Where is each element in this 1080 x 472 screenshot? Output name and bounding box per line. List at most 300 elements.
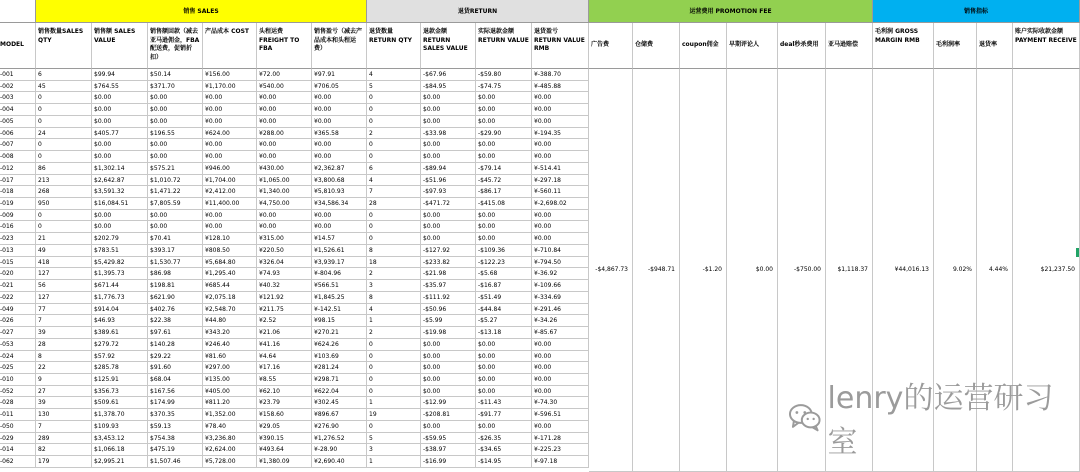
table-cell[interactable]: 127 bbox=[36, 292, 92, 304]
table-cell[interactable]: ¥-485.88 bbox=[532, 81, 589, 93]
table-cell[interactable]: 49 bbox=[36, 245, 92, 257]
table-cell[interactable]: -020 bbox=[0, 268, 36, 280]
table-cell[interactable]: ¥78.40 bbox=[203, 421, 257, 433]
table-cell[interactable]: -$59.80 bbox=[476, 69, 532, 81]
table-cell[interactable]: ¥98.15 bbox=[312, 315, 367, 327]
table-cell[interactable]: ¥-2,698.02 bbox=[532, 198, 589, 210]
table-cell[interactable]: -$16.87 bbox=[476, 280, 532, 292]
corner-cell[interactable] bbox=[0, 0, 36, 23]
table-cell[interactable]: $0.00 bbox=[476, 339, 532, 351]
table-cell[interactable]: ¥288.00 bbox=[257, 128, 312, 140]
table-cell[interactable]: ¥405.00 bbox=[203, 386, 257, 398]
table-cell[interactable]: ¥315.00 bbox=[257, 233, 312, 245]
table-cell[interactable]: -$233.82 bbox=[421, 257, 476, 269]
table-cell[interactable]: ¥566.51 bbox=[312, 280, 367, 292]
table-cell[interactable]: ¥297.00 bbox=[203, 362, 257, 374]
table-cell[interactable]: ¥-514.41 bbox=[532, 163, 589, 175]
table-cell[interactable]: $198.81 bbox=[148, 280, 203, 292]
table-cell[interactable]: 39 bbox=[36, 327, 92, 339]
table-cell[interactable]: 0 bbox=[367, 104, 421, 116]
table-cell[interactable]: -026 bbox=[0, 315, 36, 327]
table-cell[interactable]: ¥8.55 bbox=[257, 374, 312, 386]
table-cell[interactable]: -027 bbox=[0, 327, 36, 339]
table-cell[interactable]: ¥103.69 bbox=[312, 351, 367, 363]
table-cell[interactable]: ¥2,412.00 bbox=[203, 186, 257, 198]
table-cell[interactable]: $621.90 bbox=[148, 292, 203, 304]
table-cell[interactable]: ¥0.00 bbox=[312, 139, 367, 151]
table-cell[interactable]: 0 bbox=[367, 374, 421, 386]
table-cell[interactable]: $671.44 bbox=[92, 280, 148, 292]
table-cell[interactable]: $0.00 bbox=[421, 351, 476, 363]
table-cell[interactable]: -003 bbox=[0, 92, 36, 104]
table-cell[interactable]: -$111.92 bbox=[421, 292, 476, 304]
table-cell[interactable]: $2,995.21 bbox=[92, 456, 148, 468]
table-cell[interactable]: $1,010.72 bbox=[148, 175, 203, 187]
table-cell[interactable]: ¥-28.90 bbox=[312, 444, 367, 456]
table-cell[interactable]: 0 bbox=[36, 210, 92, 222]
column-header[interactable]: deal秒杀费用 bbox=[778, 23, 826, 69]
table-cell[interactable]: $402.76 bbox=[148, 304, 203, 316]
table-cell[interactable]: ¥0.00 bbox=[532, 339, 589, 351]
table-cell[interactable]: -028 bbox=[0, 397, 36, 409]
table-cell[interactable]: ¥0.00 bbox=[532, 221, 589, 233]
table-cell[interactable]: ¥156.00 bbox=[203, 69, 257, 81]
table-cell[interactable]: 86 bbox=[36, 163, 92, 175]
table-cell[interactable]: -$11.43 bbox=[476, 397, 532, 409]
group-header-3[interactable]: 销售指标 bbox=[873, 0, 1080, 23]
column-header[interactable]: 销售额 SALES VALUE bbox=[92, 23, 148, 69]
table-cell[interactable]: 0 bbox=[367, 92, 421, 104]
table-cell[interactable]: -025 bbox=[0, 362, 36, 374]
table-cell[interactable]: 28 bbox=[36, 339, 92, 351]
table-cell[interactable]: -$86.17 bbox=[476, 186, 532, 198]
table-cell[interactable]: $0.00 bbox=[421, 210, 476, 222]
table-cell[interactable]: $57.92 bbox=[92, 351, 148, 363]
table-cell[interactable]: ¥-334.69 bbox=[532, 292, 589, 304]
table-cell[interactable]: -$5.99 bbox=[421, 315, 476, 327]
table-cell[interactable]: ¥29.05 bbox=[257, 421, 312, 433]
table-cell[interactable]: -$122.23 bbox=[476, 257, 532, 269]
summary-cell[interactable]: -$4,867.73 bbox=[589, 69, 633, 472]
table-cell[interactable]: ¥-297.18 bbox=[532, 175, 589, 187]
table-cell[interactable]: ¥-560.11 bbox=[532, 186, 589, 198]
table-cell[interactable]: 56 bbox=[36, 280, 92, 292]
table-cell[interactable]: $0.00 bbox=[148, 116, 203, 128]
table-cell[interactable]: ¥-171.28 bbox=[532, 433, 589, 445]
table-cell[interactable]: ¥74.93 bbox=[257, 268, 312, 280]
table-cell[interactable]: ¥2,548.70 bbox=[203, 304, 257, 316]
table-cell[interactable]: ¥1,170.00 bbox=[203, 81, 257, 93]
table-cell[interactable]: -014 bbox=[0, 444, 36, 456]
column-header[interactable]: 退货率 bbox=[977, 23, 1013, 69]
summary-cell[interactable]: 9.02% bbox=[934, 69, 977, 472]
table-cell[interactable]: ¥135.00 bbox=[203, 374, 257, 386]
table-cell[interactable]: $0.00 bbox=[148, 210, 203, 222]
table-cell[interactable]: ¥5,810.93 bbox=[312, 186, 367, 198]
table-cell[interactable]: ¥1,340.00 bbox=[257, 186, 312, 198]
table-cell[interactable]: $0.00 bbox=[476, 351, 532, 363]
table-cell[interactable]: ¥14.57 bbox=[312, 233, 367, 245]
table-cell[interactable]: ¥3,939.17 bbox=[312, 257, 367, 269]
table-cell[interactable]: ¥2,624.00 bbox=[203, 444, 257, 456]
table-cell[interactable]: 0 bbox=[367, 221, 421, 233]
table-cell[interactable]: $0.00 bbox=[476, 233, 532, 245]
table-cell[interactable]: $1,066.18 bbox=[92, 444, 148, 456]
table-cell[interactable]: ¥0.00 bbox=[257, 104, 312, 116]
table-cell[interactable]: 7 bbox=[367, 186, 421, 198]
table-cell[interactable]: ¥1,352.00 bbox=[203, 409, 257, 421]
column-header[interactable]: 退款金额 RETURN SALES VALUE bbox=[421, 23, 476, 69]
table-cell[interactable]: $0.00 bbox=[92, 92, 148, 104]
table-cell[interactable]: 0 bbox=[367, 139, 421, 151]
table-cell[interactable]: 2 bbox=[367, 268, 421, 280]
table-cell[interactable]: $0.00 bbox=[476, 421, 532, 433]
table-cell[interactable]: -$79.14 bbox=[476, 163, 532, 175]
table-cell[interactable]: $91.60 bbox=[148, 362, 203, 374]
table-cell[interactable]: ¥1,065.00 bbox=[257, 175, 312, 187]
table-cell[interactable]: 268 bbox=[36, 186, 92, 198]
table-cell[interactable]: -050 bbox=[0, 421, 36, 433]
table-cell[interactable]: $0.00 bbox=[421, 374, 476, 386]
table-cell[interactable]: -049 bbox=[0, 304, 36, 316]
table-cell[interactable]: ¥41.16 bbox=[257, 339, 312, 351]
table-cell[interactable]: -017 bbox=[0, 175, 36, 187]
table-cell[interactable]: -019 bbox=[0, 198, 36, 210]
table-cell[interactable]: ¥2,075.18 bbox=[203, 292, 257, 304]
table-cell[interactable]: ¥4.64 bbox=[257, 351, 312, 363]
table-cell[interactable]: $196.55 bbox=[148, 128, 203, 140]
table-cell[interactable]: $0.00 bbox=[421, 151, 476, 163]
table-cell[interactable]: -015 bbox=[0, 257, 36, 269]
table-cell[interactable]: ¥2.52 bbox=[257, 315, 312, 327]
table-cell[interactable]: ¥0.00 bbox=[203, 210, 257, 222]
column-header[interactable]: 实际退款金额 RETURN VALUE bbox=[476, 23, 532, 69]
table-cell[interactable]: 0 bbox=[36, 221, 92, 233]
column-header[interactable]: 早期评论人 bbox=[727, 23, 778, 69]
table-cell[interactable]: ¥0.00 bbox=[532, 374, 589, 386]
table-cell[interactable]: 9 bbox=[36, 374, 92, 386]
table-cell[interactable]: ¥34,586.34 bbox=[312, 198, 367, 210]
table-cell[interactable]: $0.00 bbox=[421, 421, 476, 433]
table-cell[interactable]: $0.00 bbox=[421, 339, 476, 351]
table-cell[interactable]: 0 bbox=[36, 92, 92, 104]
table-cell[interactable]: ¥298.71 bbox=[312, 374, 367, 386]
table-cell[interactable]: ¥44.80 bbox=[203, 315, 257, 327]
table-cell[interactable]: 0 bbox=[367, 351, 421, 363]
table-cell[interactable]: $575.21 bbox=[148, 163, 203, 175]
table-cell[interactable]: ¥0.00 bbox=[312, 210, 367, 222]
table-cell[interactable]: 28 bbox=[367, 198, 421, 210]
table-cell[interactable]: 39 bbox=[36, 397, 92, 409]
table-cell[interactable]: 4 bbox=[367, 175, 421, 187]
table-cell[interactable]: $0.00 bbox=[92, 104, 148, 116]
table-cell[interactable]: $1,507.46 bbox=[148, 456, 203, 468]
table-cell[interactable]: 4 bbox=[367, 304, 421, 316]
table-cell[interactable]: ¥5,684.80 bbox=[203, 257, 257, 269]
column-header[interactable]: coupon佣金 bbox=[680, 23, 727, 69]
table-cell[interactable]: 0 bbox=[367, 362, 421, 374]
table-cell[interactable]: ¥0.00 bbox=[203, 139, 257, 151]
table-cell[interactable]: -009 bbox=[0, 210, 36, 222]
table-cell[interactable]: $0.00 bbox=[421, 386, 476, 398]
table-cell[interactable]: ¥808.50 bbox=[203, 245, 257, 257]
table-cell[interactable]: $389.61 bbox=[92, 327, 148, 339]
table-cell[interactable]: $3,591.32 bbox=[92, 186, 148, 198]
summary-cell[interactable]: -$948.71 bbox=[633, 69, 680, 472]
table-cell[interactable]: -023 bbox=[0, 233, 36, 245]
table-cell[interactable]: 19 bbox=[367, 409, 421, 421]
table-cell[interactable]: $86.98 bbox=[148, 268, 203, 280]
table-cell[interactable]: -$29.90 bbox=[476, 128, 532, 140]
table-cell[interactable]: ¥946.00 bbox=[203, 163, 257, 175]
table-cell[interactable]: 0 bbox=[36, 116, 92, 128]
table-cell[interactable]: $0.00 bbox=[476, 104, 532, 116]
table-cell[interactable]: $22.38 bbox=[148, 315, 203, 327]
table-cell[interactable]: $371.70 bbox=[148, 81, 203, 93]
table-cell[interactable]: -$16.99 bbox=[421, 456, 476, 468]
table-cell[interactable]: -007 bbox=[0, 139, 36, 151]
summary-cell[interactable]: ¥44,016.13 bbox=[873, 69, 934, 472]
table-cell[interactable]: 3 bbox=[367, 280, 421, 292]
column-header[interactable]: 退货盈亏 RETURN VALUE RMB bbox=[532, 23, 589, 69]
table-cell[interactable]: $0.00 bbox=[92, 210, 148, 222]
table-cell[interactable]: 6 bbox=[36, 69, 92, 81]
table-cell[interactable]: 6 bbox=[367, 163, 421, 175]
table-cell[interactable]: ¥811.20 bbox=[203, 397, 257, 409]
table-cell[interactable]: ¥40.32 bbox=[257, 280, 312, 292]
table-cell[interactable]: -$38.97 bbox=[421, 444, 476, 456]
table-cell[interactable]: ¥3,236.80 bbox=[203, 433, 257, 445]
table-cell[interactable]: ¥81.60 bbox=[203, 351, 257, 363]
table-cell[interactable]: ¥21.06 bbox=[257, 327, 312, 339]
table-cell[interactable]: ¥0.00 bbox=[203, 92, 257, 104]
column-header[interactable]: 销售额回款（减去亚马逊佣金，FBA配送费，促销折扣） bbox=[148, 23, 203, 69]
table-cell[interactable]: -$5.68 bbox=[476, 268, 532, 280]
table-cell[interactable]: 179 bbox=[36, 456, 92, 468]
table-cell[interactable]: 127 bbox=[36, 268, 92, 280]
table-cell[interactable]: -013 bbox=[0, 245, 36, 257]
column-header[interactable]: 头程运费 FREIGHT TO FBA bbox=[257, 23, 312, 69]
table-cell[interactable]: ¥1,380.09 bbox=[257, 456, 312, 468]
table-cell[interactable]: $99.94 bbox=[92, 69, 148, 81]
table-cell[interactable]: ¥0.00 bbox=[257, 221, 312, 233]
summary-cell[interactable]: -$750.00 bbox=[778, 69, 826, 472]
table-cell[interactable]: 2 bbox=[367, 128, 421, 140]
table-cell[interactable]: ¥326.04 bbox=[257, 257, 312, 269]
table-cell[interactable]: $0.00 bbox=[92, 116, 148, 128]
summary-cell[interactable]: $21,237.50 bbox=[1013, 69, 1080, 472]
table-cell[interactable]: ¥-804.96 bbox=[312, 268, 367, 280]
table-cell[interactable]: 1 bbox=[367, 456, 421, 468]
table-cell[interactable]: 130 bbox=[36, 409, 92, 421]
table-cell[interactable]: ¥0.00 bbox=[532, 92, 589, 104]
table-cell[interactable]: 7 bbox=[36, 315, 92, 327]
table-cell[interactable]: ¥270.21 bbox=[312, 327, 367, 339]
table-cell[interactable]: $0.00 bbox=[421, 362, 476, 374]
table-cell[interactable]: ¥-85.67 bbox=[532, 327, 589, 339]
table-cell[interactable]: -$415.08 bbox=[476, 198, 532, 210]
table-cell[interactable]: -002 bbox=[0, 81, 36, 93]
table-cell[interactable]: ¥0.00 bbox=[203, 151, 257, 163]
table-cell[interactable]: $1,302.14 bbox=[92, 163, 148, 175]
table-cell[interactable]: 8 bbox=[36, 351, 92, 363]
table-cell[interactable]: 45 bbox=[36, 81, 92, 93]
table-cell[interactable]: $50.14 bbox=[148, 69, 203, 81]
table-cell[interactable]: $5,429.82 bbox=[92, 257, 148, 269]
table-cell[interactable]: $285.78 bbox=[92, 362, 148, 374]
table-cell[interactable]: $0.00 bbox=[421, 116, 476, 128]
table-cell[interactable]: ¥896.67 bbox=[312, 409, 367, 421]
table-cell[interactable]: 5 bbox=[367, 81, 421, 93]
table-cell[interactable]: 0 bbox=[367, 339, 421, 351]
table-cell[interactable]: ¥211.75 bbox=[257, 304, 312, 316]
table-cell[interactable]: $0.00 bbox=[421, 104, 476, 116]
table-cell[interactable]: ¥622.04 bbox=[312, 386, 367, 398]
table-cell[interactable]: 0 bbox=[367, 210, 421, 222]
table-cell[interactable]: -$45.72 bbox=[476, 175, 532, 187]
table-cell[interactable]: ¥0.00 bbox=[532, 116, 589, 128]
table-cell[interactable]: ¥128.10 bbox=[203, 233, 257, 245]
table-cell[interactable]: ¥0.00 bbox=[532, 351, 589, 363]
table-cell[interactable]: ¥-194.35 bbox=[532, 128, 589, 140]
table-cell[interactable]: ¥0.00 bbox=[532, 362, 589, 374]
table-cell[interactable]: $202.79 bbox=[92, 233, 148, 245]
table-cell[interactable]: $0.00 bbox=[476, 210, 532, 222]
table-cell[interactable]: 22 bbox=[36, 362, 92, 374]
table-cell[interactable]: ¥-109.66 bbox=[532, 280, 589, 292]
table-cell[interactable]: ¥390.15 bbox=[257, 433, 312, 445]
table-cell[interactable]: $1,530.77 bbox=[148, 257, 203, 269]
table-cell[interactable]: $0.00 bbox=[92, 139, 148, 151]
table-cell[interactable]: $0.00 bbox=[476, 362, 532, 374]
column-header[interactable]: 产品成本 COST bbox=[203, 23, 257, 69]
table-cell[interactable]: 4 bbox=[367, 69, 421, 81]
table-cell[interactable]: -$50.96 bbox=[421, 304, 476, 316]
table-cell[interactable]: 8 bbox=[367, 245, 421, 257]
table-cell[interactable]: ¥-74.30 bbox=[532, 397, 589, 409]
table-cell[interactable]: ¥-596.51 bbox=[532, 409, 589, 421]
table-cell[interactable]: $0.00 bbox=[476, 386, 532, 398]
table-cell[interactable]: $46.93 bbox=[92, 315, 148, 327]
table-cell[interactable]: 213 bbox=[36, 175, 92, 187]
table-cell[interactable]: ¥0.00 bbox=[312, 92, 367, 104]
table-cell[interactable]: ¥11,400.00 bbox=[203, 198, 257, 210]
table-cell[interactable]: ¥-34.26 bbox=[532, 315, 589, 327]
table-cell[interactable]: -021 bbox=[0, 280, 36, 292]
table-cell[interactable]: $3,453.12 bbox=[92, 433, 148, 445]
column-header[interactable]: 销售盈亏（减去产品成本和头程运费） bbox=[312, 23, 367, 69]
table-cell[interactable]: -$26.35 bbox=[476, 433, 532, 445]
table-cell[interactable]: $109.93 bbox=[92, 421, 148, 433]
table-cell[interactable]: ¥1,845.25 bbox=[312, 292, 367, 304]
table-cell[interactable]: $0.00 bbox=[148, 221, 203, 233]
table-cell[interactable]: ¥2,362.87 bbox=[312, 163, 367, 175]
table-cell[interactable]: ¥0.00 bbox=[257, 139, 312, 151]
table-cell[interactable]: 0 bbox=[367, 233, 421, 245]
table-cell[interactable]: 8 bbox=[367, 292, 421, 304]
table-cell[interactable]: $0.00 bbox=[92, 221, 148, 233]
table-cell[interactable]: ¥0.00 bbox=[257, 210, 312, 222]
table-cell[interactable]: ¥-36.92 bbox=[532, 268, 589, 280]
table-cell[interactable]: ¥0.00 bbox=[532, 210, 589, 222]
table-cell[interactable]: -$89.94 bbox=[421, 163, 476, 175]
table-cell[interactable]: $914.04 bbox=[92, 304, 148, 316]
table-cell[interactable]: 18 bbox=[367, 257, 421, 269]
table-cell[interactable]: -001 bbox=[0, 69, 36, 81]
table-cell[interactable]: -024 bbox=[0, 351, 36, 363]
table-cell[interactable]: $1,395.73 bbox=[92, 268, 148, 280]
table-cell[interactable]: -$21.98 bbox=[421, 268, 476, 280]
table-cell[interactable]: ¥0.00 bbox=[532, 233, 589, 245]
table-cell[interactable]: $140.28 bbox=[148, 339, 203, 351]
table-cell[interactable]: 3 bbox=[367, 444, 421, 456]
table-cell[interactable]: -011 bbox=[0, 409, 36, 421]
table-cell[interactable]: $125.91 bbox=[92, 374, 148, 386]
column-header[interactable]: 广告费 bbox=[589, 23, 633, 69]
table-cell[interactable]: ¥121.92 bbox=[257, 292, 312, 304]
table-cell[interactable]: -053 bbox=[0, 339, 36, 351]
table-cell[interactable]: -$34.65 bbox=[476, 444, 532, 456]
table-cell[interactable]: 2 bbox=[367, 327, 421, 339]
table-cell[interactable]: -005 bbox=[0, 116, 36, 128]
column-header[interactable]: 毛利润 GROSS MARGIN RMB bbox=[873, 23, 934, 69]
table-cell[interactable]: $70.41 bbox=[148, 233, 203, 245]
table-cell[interactable]: -$74.75 bbox=[476, 81, 532, 93]
table-cell[interactable]: $2,642.87 bbox=[92, 175, 148, 187]
table-cell[interactable]: ¥-142.51 bbox=[312, 304, 367, 316]
table-cell[interactable]: $0.00 bbox=[421, 221, 476, 233]
table-cell[interactable]: -$5.27 bbox=[476, 315, 532, 327]
table-cell[interactable]: ¥430.00 bbox=[257, 163, 312, 175]
table-cell[interactable]: 7 bbox=[36, 421, 92, 433]
table-cell[interactable]: 0 bbox=[367, 116, 421, 128]
column-header[interactable]: 退货数量 RETURN QTY bbox=[367, 23, 421, 69]
group-header-0[interactable]: 销售 SALES bbox=[36, 0, 367, 23]
table-cell[interactable]: ¥0.00 bbox=[203, 104, 257, 116]
table-cell[interactable]: $59.13 bbox=[148, 421, 203, 433]
table-cell[interactable]: -052 bbox=[0, 386, 36, 398]
table-cell[interactable]: ¥97.91 bbox=[312, 69, 367, 81]
table-cell[interactable]: -$471.72 bbox=[421, 198, 476, 210]
table-cell[interactable]: ¥72.00 bbox=[257, 69, 312, 81]
table-cell[interactable]: -$208.81 bbox=[421, 409, 476, 421]
table-cell[interactable]: 21 bbox=[36, 233, 92, 245]
table-cell[interactable]: 0 bbox=[367, 386, 421, 398]
column-header[interactable]: 毛利润率 bbox=[934, 23, 977, 69]
table-cell[interactable]: $509.61 bbox=[92, 397, 148, 409]
table-cell[interactable]: ¥-291.46 bbox=[532, 304, 589, 316]
table-cell[interactable]: -$44.84 bbox=[476, 304, 532, 316]
table-cell[interactable]: $393.17 bbox=[148, 245, 203, 257]
table-cell[interactable]: ¥17.16 bbox=[257, 362, 312, 374]
table-cell[interactable]: -010 bbox=[0, 374, 36, 386]
table-cell[interactable]: $1,776.73 bbox=[92, 292, 148, 304]
table-cell[interactable]: ¥-388.70 bbox=[532, 69, 589, 81]
table-cell[interactable]: $1,378.70 bbox=[92, 409, 148, 421]
column-header[interactable]: 仓储费 bbox=[633, 23, 680, 69]
table-cell[interactable]: ¥-794.50 bbox=[532, 257, 589, 269]
table-cell[interactable]: $7,805.59 bbox=[148, 198, 203, 210]
table-cell[interactable]: -062 bbox=[0, 456, 36, 468]
table-cell[interactable]: -018 bbox=[0, 186, 36, 198]
table-cell[interactable]: -$97.93 bbox=[421, 186, 476, 198]
table-cell[interactable]: -$84.95 bbox=[421, 81, 476, 93]
table-cell[interactable]: -029 bbox=[0, 433, 36, 445]
table-cell[interactable]: ¥706.05 bbox=[312, 81, 367, 93]
table-cell[interactable]: 950 bbox=[36, 198, 92, 210]
table-cell[interactable]: ¥246.40 bbox=[203, 339, 257, 351]
table-cell[interactable]: ¥1,295.40 bbox=[203, 268, 257, 280]
